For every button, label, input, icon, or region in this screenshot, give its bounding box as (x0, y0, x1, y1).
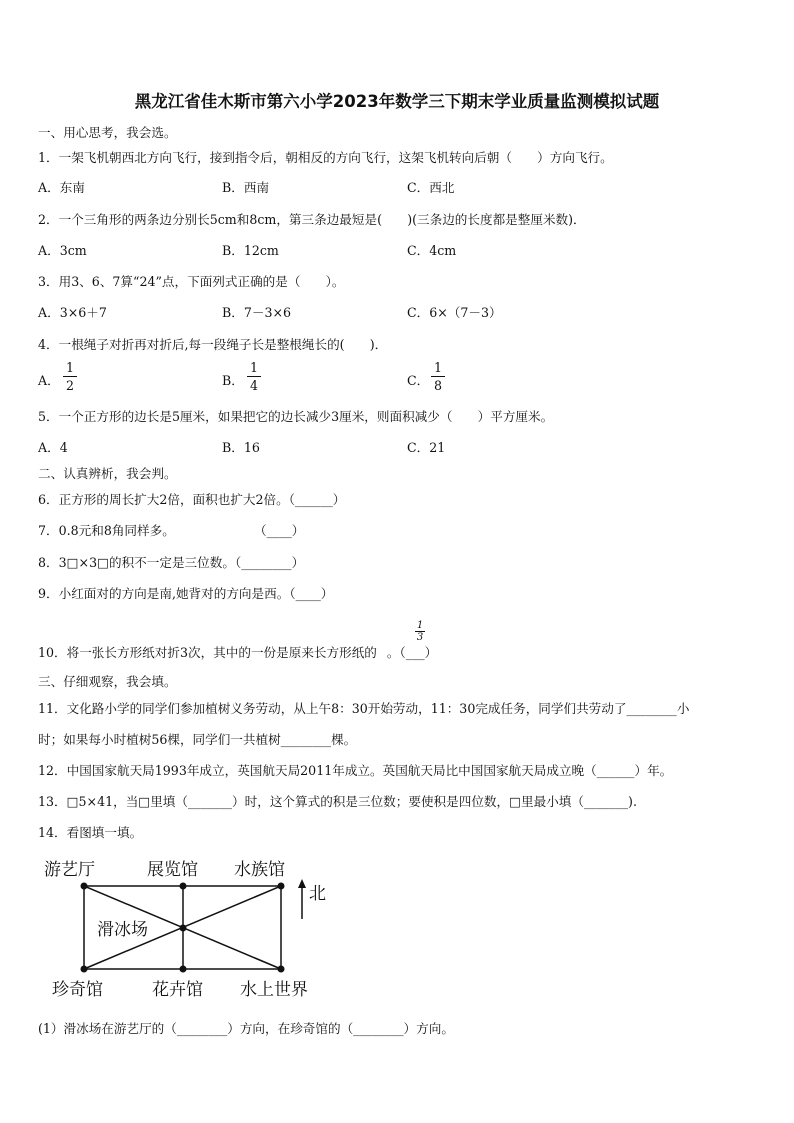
question-11-line-2: 时；如果每小时植树56棵，同学们一共植树________棵。 (38, 732, 357, 747)
q1-option-c: C．西北 (407, 180, 455, 195)
question-13: 13．□5×41，当□里填（_______）时，这个算式的积是三位数；要使积是四位数，□里最小填（_______). (38, 794, 637, 809)
map-label-bottom-right: 水上世界 (240, 980, 308, 1000)
fraction-denominator: 4 (249, 378, 258, 393)
question-10-fraction (415, 620, 425, 643)
q5-option-c: C．21 (407, 440, 446, 455)
question-7: 7．0.8元和8角同样多。 (38, 523, 175, 538)
page-title: 黑龙江省佳木斯市第六小学2023年数学三下期末学业质量监测模拟试题 (134, 92, 660, 111)
map-point (278, 966, 285, 973)
question-11-line-1: 11．文化路小学的同学们参加植树义务劳动，从上午8：30开始劳动，11：30完成任务，同学们共劳动了________小 (38, 701, 690, 716)
fraction-numerator: 1 (247, 360, 261, 377)
map-label-north: 北 (309, 884, 326, 904)
map-label-top-mid: 展览馆 (147, 860, 198, 880)
fraction-denominator: 2 (65, 378, 74, 393)
map-label-top-left: 游艺厅 (44, 860, 95, 880)
fraction-numerator: 1 (63, 360, 77, 377)
map-point (180, 966, 187, 973)
q5-option-b: B．16 (222, 440, 260, 455)
q4-option-a-label: A． (38, 373, 60, 388)
question-12: 12．中国国家航天局1993年成立，英国航天局2011年成立。英国航天局比中国国家航天局成立晚（______）年。 (38, 763, 673, 778)
question-10-tail: 。（___） (386, 645, 438, 660)
q4-option-b-fraction (247, 360, 261, 393)
q3-option-c: C．6×（7－3） (407, 305, 502, 320)
question-1: 1．一架飞机朝西北方向飞行，接到指令后，朝相反的方向飞行，这架飞机转向后朝（ ）方向飞行。 (38, 150, 613, 165)
q4-option-c-label: C． (407, 373, 430, 388)
map-point (81, 966, 88, 973)
question-9: 9．小红面对的方向是南,她背对的方向是西。（____） (38, 586, 334, 601)
question-3: 3．用3、6、7算“24”点，下面列式正确的是（ ）。 (38, 274, 345, 289)
map-label-center: 滑冰场 (97, 920, 148, 940)
question-7-answer-blank[interactable]: （____） (254, 523, 305, 538)
question-8: 8．3□×3□的积不一定是三位数。（________） (38, 555, 305, 570)
question-14: 14．看图填一填。 (38, 825, 143, 840)
question-5: 5．一个正方形的边长是5厘米，如果把它的边长减少3厘米，则面积减少（ ）平方厘米。 (38, 409, 554, 424)
q2-option-c: C．4cm (407, 243, 457, 258)
question-2: 2．一个三角形的两条边分别长5cm和8cm，第三条边最短是( )(三条边的长度都是整厘米数)． (38, 212, 586, 227)
question-6: 6．正方形的周长扩大2倍，面积也扩大2倍。（______） (38, 492, 346, 507)
map-label-bottom-mid: 花卉馆 (152, 980, 203, 1000)
q1-option-b: B．西南 (222, 180, 270, 195)
q1-option-a: A．东南 (38, 180, 85, 195)
question-14-part-1: (1）滑冰场在游艺厅的（________）方向，在珍奇馆的（________）方向。 (38, 1021, 454, 1036)
q3-option-a: A．3×6＋7 (38, 305, 107, 320)
q4-option-c-fraction (431, 360, 445, 393)
fraction-numerator: 1 (431, 360, 445, 377)
section-heading-3: 三、仔细观察，我会填。 (38, 674, 177, 689)
fraction-denominator: 3 (416, 632, 424, 643)
q5-option-a: A．4 (38, 440, 68, 455)
map-point (278, 883, 285, 890)
section-heading-1: 一、用心思考，我会选。 (38, 125, 177, 140)
q4-option-a-fraction (63, 360, 77, 393)
map-point (180, 883, 187, 890)
q4-option-b-label: B． (222, 373, 244, 388)
map-diagram (38, 855, 338, 1001)
q2-option-a: A．3cm (38, 243, 87, 258)
question-10 (38, 642, 437, 661)
north-arrow-icon (298, 879, 306, 888)
map-label-top-right: 水族馆 (234, 860, 285, 880)
question-4: 4．一根绳子对折再对折后,每一段绳子长是整根绳长的( )． (38, 337, 388, 352)
map-label-bottom-left: 珍奇馆 (52, 980, 103, 1000)
q3-option-b: B．7－3×6 (222, 305, 292, 320)
map-point (81, 883, 88, 890)
section-heading-2: 二、认真辨析，我会判。 (38, 466, 177, 481)
map-point (180, 925, 187, 932)
fraction-numerator: 1 (416, 620, 424, 631)
question-10-text: 10．将一张长方形纸对折3次，其中的一份是原来长方形纸的 (38, 645, 377, 660)
fraction-denominator: 8 (433, 378, 442, 393)
q2-option-b: B．12cm (222, 243, 279, 258)
